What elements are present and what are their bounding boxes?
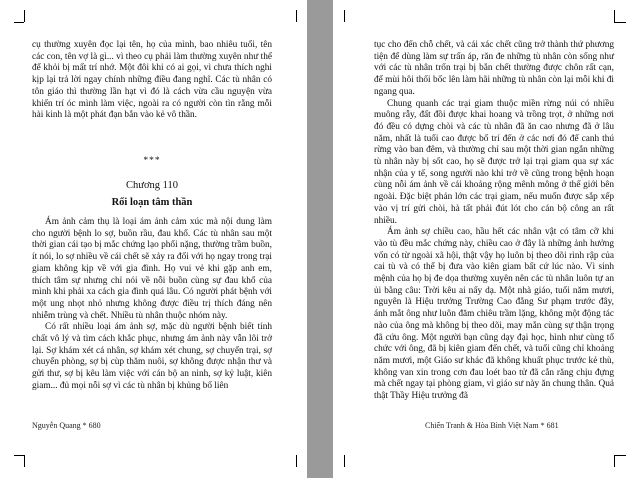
chapter-title: Rối loạn tâm thần (111, 197, 193, 209)
left-paragraph-2: Ám ảnh cảm thụ là loại ám ảnh cảm xúc mà nội dung làm cho người bệnh lo sợ, buồn rầu, đau khổ. Các tù nhân sau một thời gian cái tạo bị mắc chứng lạo phổi nặng, thường trầm buồn, ít nói, lo sợ nhiều về cái chết sẽ xảy ra đối với họ ngay trong trại giam không kịp về với gia đình. Họ vui vẻ khi gặp anh em, thích tâm sự nhưng chỉ nói về nỗi buồn cùng sự đau khổ của mình khi phải xa cách gia đình quá lâu. Có người phát bệnh với một ung nhọt nhỏ nhưng không được điều trị thích đáng nên nhiễm trùng và chết. Nhiều tù nhân thuộc nhóm này. (32, 217, 272, 321)
left-page-footer: Nguyễn Quang * 680 (32, 421, 101, 430)
crop-mark (614, 22, 626, 23)
crop-mark (14, 22, 24, 23)
right-paragraph-2: Chung quanh các trại giam thuộc miền rừng núi có nhiều muông rẫy, đất đồi được khai hoang và trồng trọt, ở những nơi đó đều có dựng chòi và các tù nhân đã ăn cao nhưng đã ở lâu năm, nhất là tuổi cao được bố trí đến ở các nơi đó để canh thú rừng vào ban đêm, và thường chỉ sau một thời gian ngắn những tù nhân này bị sốt cao, họ sẽ được trở lại trại giam qua sự xác nhận của y tế, song người nào khi trở về cũng trong bệnh hoạn cùng nỗi ám ảnh về cái khoảng rộng mênh mông ở thế giới bên ngoài. Đặc biệt phản lớn các trại giam, nếu muốn được sắp xếp vào vị trí gửi chòi, hà tất phải đút lót cho cán bộ công an rất nhiều. (374, 98, 614, 226)
crop-mark (296, 10, 297, 22)
left-page (0, 0, 307, 478)
crop-mark (344, 10, 345, 22)
chapter-number: Chương 110 (126, 179, 178, 191)
right-paragraph-1: tục cho đến chỗ chết, và cái xác chết cũng trở thành thứ phương tiện để dùng làm sự trấn áp, răn đe những tù nhân còn sống như với các tù nhân trốn trại bị bắn chết thường được chôn rất cạn, để mùi hôi thối bốc lên làm hãi những tù nhân còn lại mỗi khi đi ngang qua. (374, 40, 614, 97)
right-page-text (374, 40, 614, 403)
crop-mark (14, 455, 24, 456)
crop-mark (296, 455, 297, 467)
right-paragraph-3: Ám ảnh sợ chiều cao, hầu hết các nhân vật có tâm cỡ khi vào tù đều mắc chứng này, chiều cao ở đây là những ảnh hưởng vốn có từ ngoài xã hội, thật vậy họ luôn bị theo dõi rình rập của cai tù và có thể bị đưa vào kiên giam bất cứ lúc nào. Vì sinh mệnh của họ bị đe dọa thường xuyên nên các tù nhân luôn tự an ủi bằng câu: Trời kêu ai nấy dạ. Một nhà giáo, tuổi năm mươi, nguyên là Hiệu trưởng Trường Cao đẳng Sư phạm trước đây, ánh mắt ông như luôn đăm chiêu trầm lặng, không một động tác nào của ông mà không bị theo dõi, may mắn cùng sự thận trọng đã cứu ông. Một người bạn cũng dạy đại học, hình như cùng tổ chức với ông, đã bị kiên giam đến chết, và tuổi cũng chỉ khoảng năm mươi, một Giáo sư khác đã không khuất phục trước kẻ thù, không van xin trong cơn đau loét bao tử đã cắn răng chịu đựng mà chết ngay tại phòng giam, vì giáo sư này ăn chung thân. Quả thật Thầy Hiệu trưởng đã (374, 227, 614, 402)
crop-mark (614, 455, 626, 456)
crop-mark (24, 455, 25, 467)
left-page-text (32, 40, 272, 393)
right-page-footer: Chiến Tranh & Hòa Bình Việt Nam * 681 (425, 421, 559, 430)
crop-mark (344, 455, 345, 467)
left-paragraph-top: cụ thường xuyên đọc lại tên, họ của mình, bao nhiêu tuổi, tên các con, tên vợ là gì... vì theo cụ phải làm thường xuyên như thế để khỏi bị mất trí nhớ. Một đôi khi có ai gọi, vì chưa thích nghi kịp lại trả lời ngay chính những điều đang nghĩ. Các tù nhân có tôn giáo thì thường lần hạt vì đó là cách vừa cầu nguyện vừa khiến trí óc mình làm việc, ngoài ra có người còn tìn rằng mỗi hài kinh là một phát đạn bắn vào kẻ vô thần. (32, 40, 272, 121)
left-paragraph-3: Có rất nhiều loại ám ảnh sợ, mặc dù người bệnh biết tính chất vô lý và tìm cách khắc phục, nhưng ám ảnh này vẫn lôi trở lại. Sợ khám xét cá nhân, sợ khám xét chung, sợ chuyển trại, sợ chuyển phòng, sợ bị cùp thăm nuôi, sợ không được nhận thư và gửi thư, sợ bị kêu làm việc với cán bộ an ninh, sợ kỷ luật, kiên giam... đủ mọi nỗi sợ vì các tù nhân bị khủng bố liên (32, 322, 272, 391)
crop-mark (614, 10, 615, 22)
right-page (333, 0, 640, 478)
section-separator: *** (143, 155, 161, 166)
crop-mark (614, 455, 615, 467)
crop-mark (24, 10, 25, 22)
